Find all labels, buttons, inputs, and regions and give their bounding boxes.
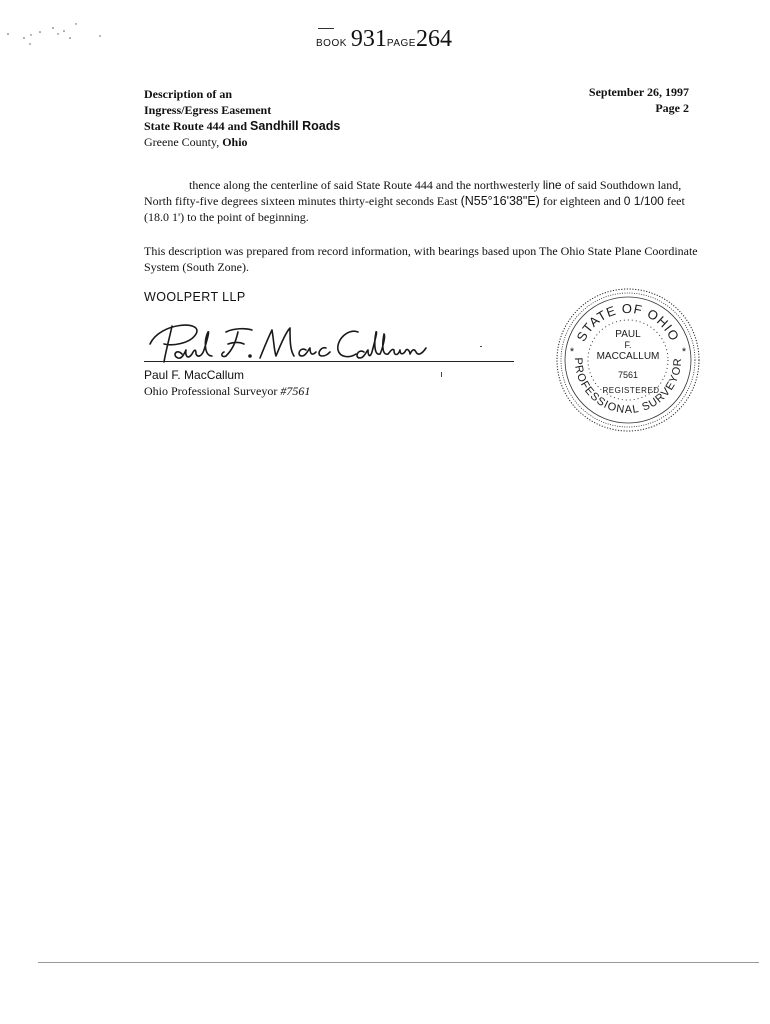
signature-line	[144, 361, 514, 362]
date-block	[589, 84, 689, 116]
p1-part3: for eighteen and	[542, 194, 621, 208]
signatory-license: #7561	[280, 384, 311, 398]
speck	[441, 372, 442, 377]
signature-image	[142, 318, 432, 366]
p1-line-word: line	[542, 178, 562, 192]
page-bottom-rule	[38, 962, 759, 963]
header-line-2: Ingress/Egress Easement	[144, 103, 272, 117]
header-line-3-bold: State Route 444 and	[144, 119, 248, 133]
header-line-3-roads: Sandhill Roads	[250, 119, 341, 133]
p1-part5: to the point of beginning.	[187, 210, 309, 224]
p1-bearing: (N55°16'38"E)	[460, 194, 540, 208]
seal-star-right: *	[681, 346, 687, 358]
page-number-label: Page 2	[655, 101, 689, 115]
stamp-overbar	[318, 28, 334, 29]
book-page-stamp	[316, 26, 452, 53]
description-paragraph-1	[144, 177, 700, 225]
header-line-4-plain: Greene County,	[144, 135, 220, 149]
p1-part1: thence along the centerline of said State Route 444 and the northwesterly	[189, 178, 540, 192]
scan-specks	[0, 18, 110, 48]
seal-name-line-1: PAUL	[615, 329, 641, 340]
page-number: 264	[415, 26, 452, 52]
document-header	[144, 86, 340, 150]
header-line-1: Description of an	[144, 87, 232, 101]
speck	[480, 346, 482, 347]
header-line-4	[144, 134, 340, 150]
p1-fraction: 0 1/100	[623, 194, 664, 208]
page-label: PAGE	[386, 38, 416, 49]
signatory-block	[144, 367, 310, 399]
p1-part4: feet	[666, 194, 685, 208]
p1-distance: (18.0 1')	[144, 210, 185, 224]
book-label: BOOK	[316, 38, 347, 49]
seal-name-line-3: MACCALLUM	[596, 351, 660, 362]
seal-top-arc: STATE OF OHIO	[573, 300, 683, 344]
seal-name-line-2: F.	[624, 340, 632, 350]
seal-registered: REGISTERED	[602, 386, 660, 395]
surveyor-seal	[553, 285, 703, 435]
signatory-name: Paul F. MacCallum	[144, 368, 245, 382]
signatory-title-prefix: Ohio Professional Surveyor	[144, 384, 278, 398]
p1-part2: of said Southdown land, North fifty-five degrees sixteen minutes thirty-eight seconds East	[144, 178, 682, 208]
seal-number: 7561	[617, 370, 639, 380]
header-line-4-bold: Ohio	[222, 135, 248, 149]
seal-bottom-arc: PROFESSIONAL SURVEYOR	[571, 357, 685, 417]
firm-name: WOOLPERT LLP	[144, 290, 246, 304]
header-line-3	[144, 118, 340, 134]
seal-star-left: *	[569, 346, 575, 358]
description-paragraph-2: This description was prepared from record information, with bearings based upon The Ohio State Plane Coordinate System (South Zone).	[144, 244, 698, 274]
document-date: September 26, 1997	[588, 85, 689, 99]
signatory-title	[144, 383, 310, 399]
book-number: 931	[350, 26, 387, 52]
